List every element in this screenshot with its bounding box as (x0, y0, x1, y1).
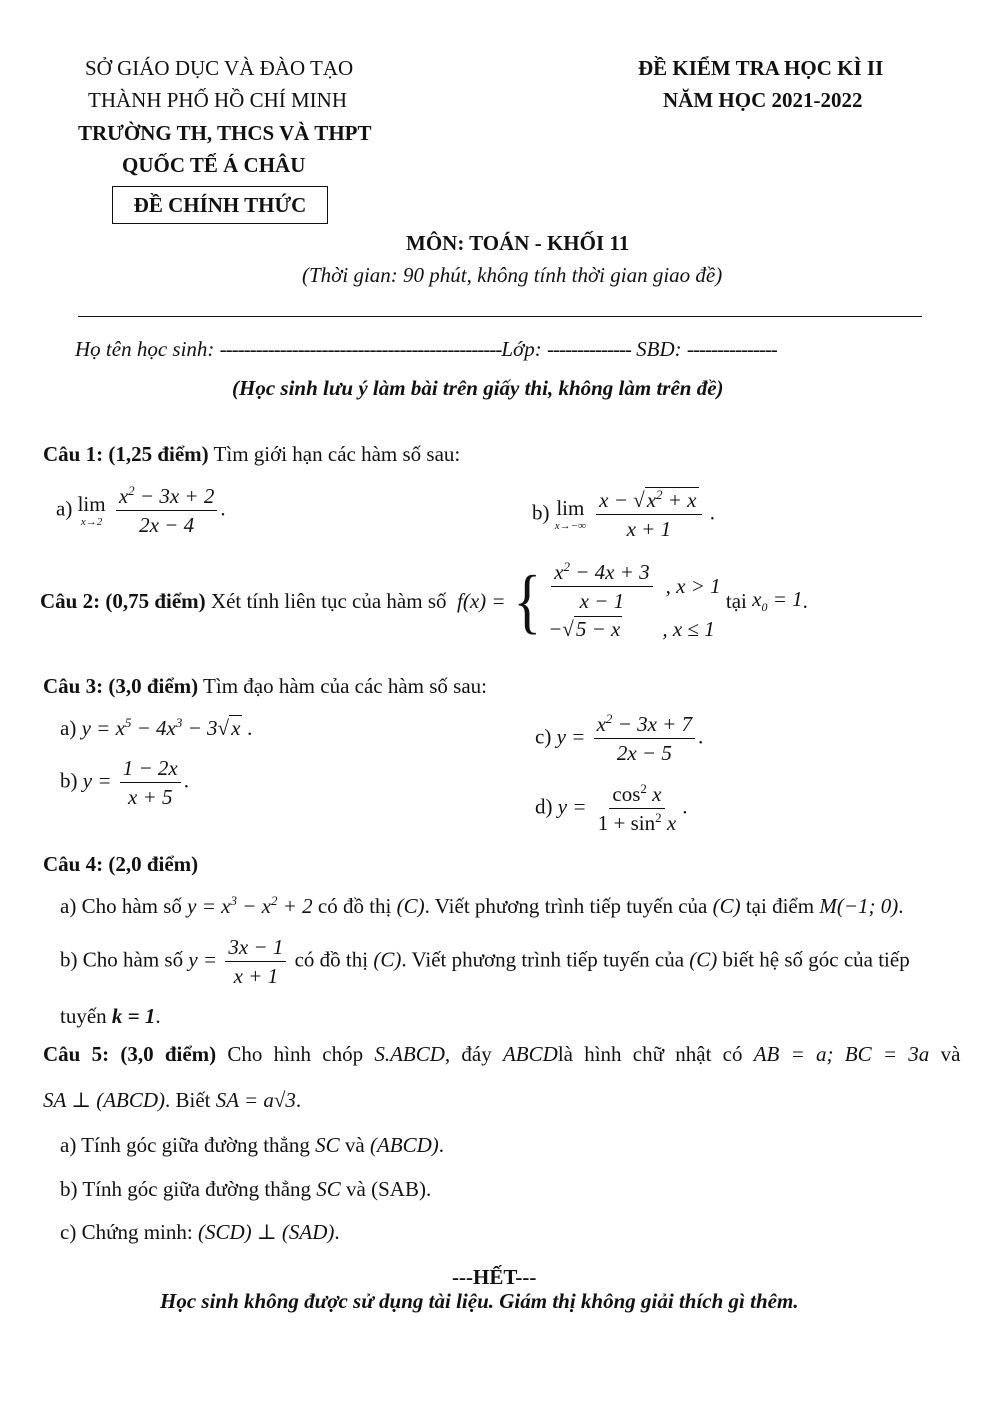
question-4-title: Câu 4: (2,0 điểm) (43, 852, 199, 876)
fraction-denominator: 2x − 5 (616, 741, 672, 766)
student-note: (Học sinh lưu ý làm bài trên giấy thi, không làm trên đề) (232, 376, 724, 400)
footer-note: Học sinh không được sử dụng tài liệu. Giám thị không giải thích gì thêm. (160, 1289, 799, 1313)
slope-k: k = 1 (111, 1004, 156, 1028)
question-1b-fraction (596, 488, 701, 541)
question-4a: a) Cho hàm số $y = x^3 - x^2 + 2$ có đồ thị (C). Viết phương trình tiếp tuyến của (C) tại điểm M(−1; 0). (60, 893, 904, 918)
question-5-line-1 (43, 1042, 960, 1067)
fraction-numerator: $x - √x^2 + x$ (596, 488, 701, 515)
question-1a-fraction (116, 484, 218, 537)
question-1b: b) lim x→−∞ $\frac{x - √x^2 + x}{x + 1}$ . (532, 487, 716, 542)
piece-2-condition: , x ≤ 1 (662, 617, 715, 642)
base-name: ABCD (502, 1042, 558, 1066)
question-4a-prefix: a) Cho hàm số (60, 894, 182, 918)
sa-value: SA = a√3 (215, 1088, 296, 1112)
question-4b-line2-text: tuyến (60, 1004, 107, 1028)
fraction-numerator: 3x − 1 (225, 935, 286, 962)
side-lengths: AB = a; BC = 3a (753, 1042, 930, 1066)
question-5a: a) Tính góc giữa đường thẳng SC và (ABCD). (60, 1133, 445, 1157)
question-4b-mid: có đồ thị (294, 947, 369, 972)
question-3d-label: d) (535, 794, 553, 819)
limit-word: lim (77, 491, 106, 516)
curve-symbol: (C) (373, 947, 402, 972)
question-3d: d) y = $\frac{\cos^2 x}{1 + \sin^2 x}$ . (535, 781, 688, 836)
question-5b-text: b) Tính góc giữa đường thẳng (60, 1177, 312, 1201)
question-4b-text: . Viết phương trình tiếp tuyến của (401, 947, 685, 972)
class-label: Lớp: (501, 337, 542, 361)
piece-1-denominator: x − 1 (579, 589, 625, 614)
fraction-denominator: $1 + \sin^2 x$ (597, 810, 677, 836)
name-label: Họ tên học sinh: (75, 337, 215, 361)
line-sc: SC (316, 1177, 341, 1201)
sbd-label: SBD: (636, 337, 682, 361)
question-2-text: Xét tính liên tục của hàm số (210, 588, 447, 613)
question-1-text: Tìm giới hạn các hàm số sau: (213, 442, 461, 466)
question-5-and: và (940, 1042, 961, 1066)
brace-symbol: { (513, 561, 541, 642)
question-3a: a) $y = x^5 - 4x^3 - 3√x$ . (60, 715, 253, 740)
question-3d-fraction (595, 782, 679, 835)
question-5b: b) Tính góc giữa đường thẳng SC và (SAB). (60, 1177, 432, 1201)
question-3b: b) y = $\frac{1 - 2x}{x + 5}$ . (60, 756, 189, 810)
question-3-text: Tìm đạo hàm của các hàm số sau: (203, 674, 488, 698)
point-x0: $x_0 = 1$ (752, 587, 803, 615)
department-line-2: THÀNH PHỐ HỒ CHÍ MINH (88, 88, 347, 112)
class-blank: -------------- (546, 337, 631, 361)
planes-perpendicular: (SCD) ⊥ (SAD) (197, 1220, 335, 1244)
exam-time: (Thời gian: 90 phút, không tính thời gian giao đề) (302, 263, 723, 287)
question-5-title: Câu 5: (3,0 điểm) (43, 1042, 217, 1066)
plane-sab: (SAB) (371, 1177, 426, 1201)
question-5-text1: Cho hình chóp (227, 1042, 364, 1066)
fraction-denominator: x + 1 (233, 964, 279, 989)
question-2: Câu 2: (0,75 điểm) Xét tính liên tục của hàm số f(x) = { $\frac{x^2 - 4x + 3}{x - 1}$ , x > 1 −√5 − x , x ≤ 1 tại $x_0 = 1$ . (40, 559, 808, 642)
question-4a-text: . Viết phương trình tiếp tuyến của (424, 894, 708, 918)
question-1b-label: b) (532, 500, 550, 525)
curve-symbol: (C) (396, 894, 425, 918)
limit-subscript: x→2 (80, 515, 103, 528)
fraction-numerator: 1 − 2x (120, 756, 181, 783)
curve-symbol: (C) (712, 894, 741, 918)
question-3-header (43, 674, 487, 699)
end-marker: ---HẾT--- (452, 1265, 537, 1289)
header-divider (78, 316, 922, 317)
question-3a-label: a) (60, 716, 77, 740)
question-1-header (43, 442, 460, 467)
question-2-title: Câu 2: (0,75 điểm) (40, 588, 206, 613)
school-year: NĂM HỌC 2021-2022 (663, 88, 863, 112)
official-badge: ĐỀ CHÍNH THỨC (112, 186, 328, 224)
question-3c: c) y = $\frac{x^2 - 3x + 7}{2x - 5}$ . (535, 711, 704, 766)
question-1a-limit (77, 491, 106, 528)
piece-1-condition: , x > 1 (665, 574, 721, 599)
question-5b-and: và (346, 1177, 366, 1201)
question-3c-label: c) (535, 724, 552, 749)
question-1b-limit (554, 495, 586, 532)
question-4a-mid: có đồ thị (317, 894, 392, 918)
plane-abcd: (ABCD) (369, 1133, 439, 1157)
question-5-text2: , đáy (444, 1042, 492, 1066)
question-1a-label: a) (56, 496, 73, 521)
fraction-denominator: x + 5 (128, 785, 173, 810)
sa-perpendicular: SA ⊥ (ABCD) (43, 1088, 166, 1112)
fraction-denominator: x + 1 (626, 517, 672, 542)
question-5-line-2: SA ⊥ (ABCD). Biết SA = a√3. (43, 1088, 302, 1112)
question-5c-text: c) Chứng minh: (60, 1220, 193, 1244)
question-4b-prefix: b) Cho hàm số (60, 947, 184, 972)
sbd-blank: --------------- (686, 337, 777, 361)
question-4b: b) Cho hàm số y = $\frac{3x - 1}{x + 1}$ có đồ thị (C). Viết phương trình tiếp tuyến của (C) biết hệ số góc của tiếp (60, 935, 910, 989)
pyramid-name: S.ABCD (374, 1042, 445, 1066)
question-5a-text: a) Tính góc giữa đường thẳng (60, 1133, 310, 1157)
question-3c-fraction (594, 712, 696, 765)
fraction-numerator: $\cos^2 x$ (609, 782, 664, 809)
fraction-denominator: 2x − 4 (139, 513, 195, 538)
question-4b-line-2: tuyến k = 1. (60, 1004, 161, 1028)
question-4a-at: tại điểm (745, 894, 815, 918)
question-5c: c) Chứng minh: (SCD) ⊥ (SAD). (60, 1220, 340, 1244)
student-info-line (75, 337, 777, 362)
question-1-title: Câu 1: (1,25 điểm) (43, 442, 209, 466)
name-blank: ----------------------------------------------- (219, 337, 502, 361)
subject-title: MÔN: TOÁN - KHỐI 11 (406, 231, 630, 255)
exam-title: ĐỀ KIỂM TRA HỌC KÌ II (638, 56, 884, 80)
piecewise-function (506, 560, 721, 642)
question-4b-fraction (225, 935, 286, 988)
fraction-numerator: $x^2 - 3x + 2$ (116, 484, 218, 511)
function-name: f(x) = (457, 588, 506, 613)
question-3b-label: b) (60, 768, 78, 793)
point-m: M(−1; 0) (819, 894, 899, 918)
curve-symbol: (C) (689, 947, 718, 972)
question-3b-fraction (120, 756, 181, 809)
question-3-title: Câu 3: (3,0 điểm) (43, 674, 199, 698)
question-5-text3: là hình chữ nhật có (557, 1042, 743, 1066)
limit-word: lim (556, 495, 585, 520)
piece-2: −√5 − x , x ≤ 1 (548, 617, 715, 642)
department-line-1: SỞ GIÁO DỤC VÀ ĐÀO TẠO (85, 56, 354, 80)
school-line-1: TRƯỜNG TH, THCS VÀ THPT (78, 121, 372, 145)
question-4b-tail: biết hệ số góc của tiếp (722, 947, 910, 972)
school-line-2: QUỐC TẾ Á CHÂU (122, 153, 306, 177)
piece-1: $\frac{x^2 - 4x + 3}{x - 1}$ , x > 1 (548, 560, 721, 613)
question-1a: a) lim x→2 $\frac{x^2 - 3x + 2}{2x - 4}$ . (56, 483, 226, 538)
question-2-tail: tại (725, 588, 747, 613)
question-5-know: . Biết (165, 1088, 211, 1112)
question-5a-and: và (344, 1133, 365, 1157)
line-sc: SC (315, 1133, 340, 1157)
fraction-numerator: $x^2 - 3x + 7$ (594, 712, 696, 739)
limit-subscript: x→−∞ (554, 519, 586, 532)
